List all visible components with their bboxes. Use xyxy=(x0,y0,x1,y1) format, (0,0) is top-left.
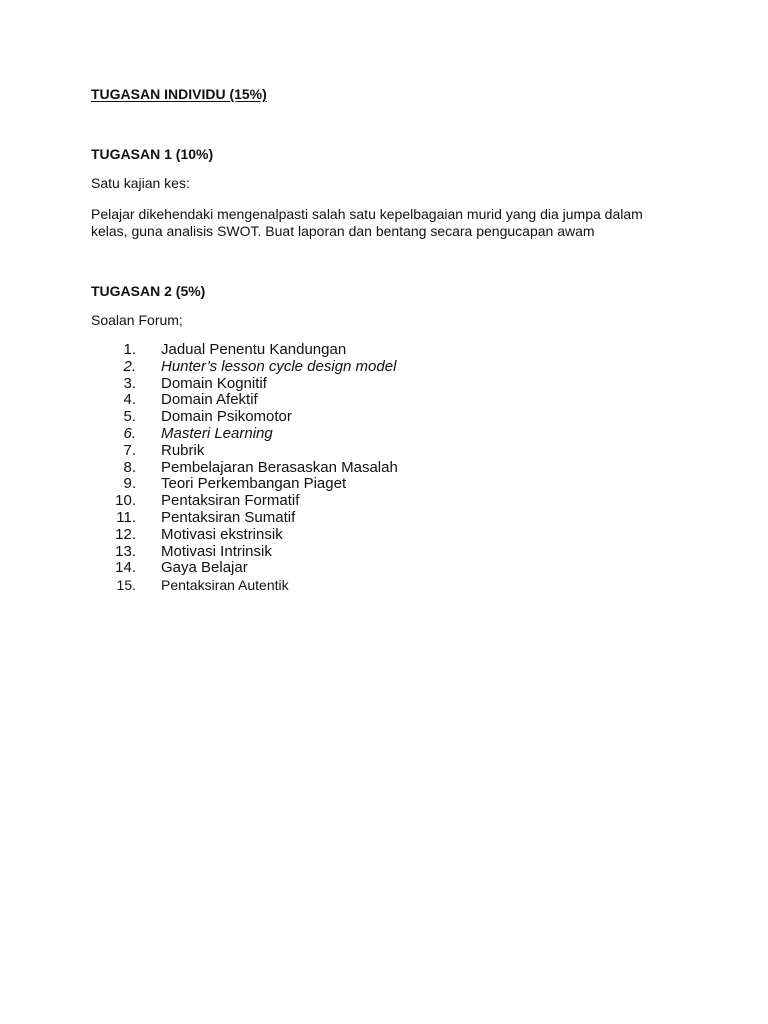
list-item-text: Motivasi ekstrinsik xyxy=(161,525,283,543)
list-item-number: 6. xyxy=(123,424,136,442)
list-item-number: 12. xyxy=(115,525,136,543)
list-item-number: 15. xyxy=(116,577,136,594)
list-item-number: 1. xyxy=(123,341,136,358)
list-item-text: Motivasi Intrinsik xyxy=(161,542,272,560)
task2-intro: Soalan Forum; xyxy=(91,312,183,328)
list-item-text: Pentaksiran Autentik xyxy=(161,577,289,594)
list-item-number: 9. xyxy=(123,475,136,493)
list-item-number: 5. xyxy=(123,408,136,426)
list-item-number: 7. xyxy=(123,441,136,459)
list-item-number: 14. xyxy=(115,559,136,577)
task2-heading: TUGASAN 2 (5%) xyxy=(91,283,206,299)
list-item-text: Masteri Learning xyxy=(161,424,273,442)
document-title: TUGASAN INDIVIDU (15%) xyxy=(91,86,267,102)
list-item-text: Domain Psikomotor xyxy=(161,408,292,426)
list-item-text: Domain Kognitif xyxy=(161,374,267,392)
task1-intro: Satu kajian kes: xyxy=(91,175,190,191)
list-item-text: Pembelajaran Berasaskan Masalah xyxy=(161,458,398,476)
task1-heading: TUGASAN 1 (10%) xyxy=(91,146,214,162)
list-item-text: Hunter’s lesson cycle design model xyxy=(161,357,397,375)
list-item-text: Domain Afektif xyxy=(161,391,258,409)
list-item-number: 10. xyxy=(115,492,136,510)
list-item-text: Teori Perkembangan Piaget xyxy=(161,475,347,493)
list-item-number: 4. xyxy=(123,391,136,409)
list-item-text: Pentaksiran Formatif xyxy=(161,492,300,510)
task1-description-line1: Pelajar dikehendaki mengenalpasti salah satu kepelbagaian murid yang dia jumpa dalam xyxy=(91,206,643,222)
list-item-text: Gaya Belajar xyxy=(161,559,248,577)
list-item-number: 8. xyxy=(123,458,136,476)
task1-description-line2: kelas, guna analisis SWOT. Buat laporan dan bentang secara pengucapan awam xyxy=(91,223,595,239)
list-item-number: 2. xyxy=(123,357,136,375)
list-item-text: Pentaksiran Sumatif xyxy=(161,508,296,526)
list-item-number: 13. xyxy=(115,542,136,560)
list-item-text: Rubrik xyxy=(161,441,205,459)
list-item-number: 3. xyxy=(123,374,136,392)
list-item-text: Jadual Penentu Kandungan xyxy=(161,341,347,358)
list-item-number: 11. xyxy=(116,508,136,526)
